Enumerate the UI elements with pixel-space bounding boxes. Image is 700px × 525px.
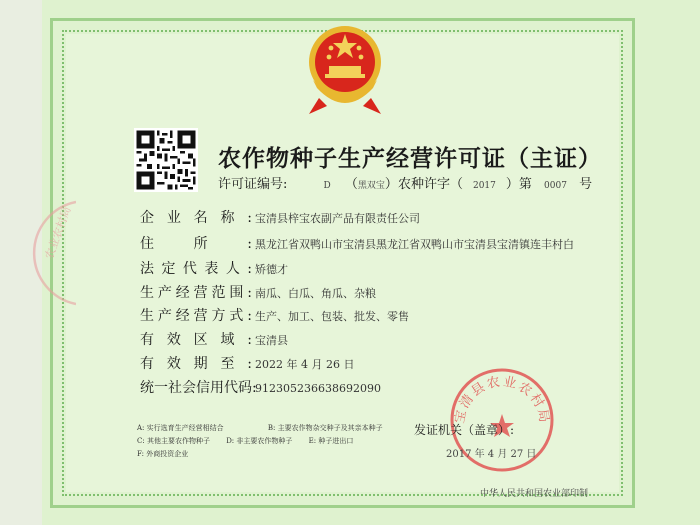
license-hao: 号 <box>579 177 593 192</box>
legend-row-2 <box>137 436 353 446</box>
field-label: 住所: <box>140 236 252 252</box>
license-year: 2017 <box>472 181 496 191</box>
certificate-title: 农作物种子生产经营许可证（主证） <box>218 145 602 172</box>
field-label: 有效区域: <box>140 332 252 348</box>
legend-row-3 <box>137 449 188 459</box>
issue-date: 2017 年 4 月 27 日 <box>446 449 537 460</box>
field-label: 生产经营方式: <box>140 308 252 324</box>
field-value: 宝清县梓宝农副产品有限责任公司 <box>255 212 420 225</box>
field-label: 生产经营范围: <box>140 285 252 301</box>
legend-item-e: E: 种子进出口 <box>308 437 354 445</box>
field-value: 南瓜、白瓜、角瓜、杂粮 <box>255 287 376 300</box>
field-label: 企业名称: <box>140 210 252 226</box>
license-label: 许可证编号: <box>218 177 288 192</box>
field-business-scope <box>140 282 376 302</box>
license-di: 第 <box>518 177 532 192</box>
license-number-line: 许可证编号: D （黑双宝）农种许字（ 2017 ）第 0007 号 <box>218 177 593 192</box>
issuing-authority-label: 发证机关（盖章）: <box>414 423 515 437</box>
qr-code <box>134 128 198 192</box>
field-value: 生产、加工、包装、批发、零售 <box>255 310 409 323</box>
field-label: 统一社会信用代码: <box>140 380 257 396</box>
left-stamp-partial <box>6 198 76 308</box>
svg-text:农业农村局: 农业农村局 <box>42 204 74 262</box>
national-emblem <box>305 22 385 117</box>
field-value: 宝清县 <box>255 334 288 347</box>
field-legal-representative <box>140 258 288 278</box>
field-address <box>140 233 574 253</box>
field-label: 法定代表人: <box>140 261 252 277</box>
field-credit-code <box>140 377 381 397</box>
seal-text: 宝清县农业农村局 <box>452 374 552 426</box>
printer-credit: 中华人民共和国农业部印制 <box>480 489 589 499</box>
field-company-name <box>140 207 420 227</box>
field-value: 912305236638692090 <box>255 382 381 395</box>
legend-item-c: C: 其他主要农作物种子 <box>137 437 210 445</box>
license-type: 农种许字 <box>397 177 450 192</box>
field-value: 矫德才 <box>255 263 288 276</box>
field-value: 2022 年 4 月 26 日 <box>255 358 355 371</box>
license-prefix: D <box>323 181 331 191</box>
legend-item-d: D: 非主要农作物种子 <box>226 437 293 445</box>
legend-item-b: B: 主要农作物杂交种子及其亲本种子 <box>267 424 383 432</box>
field-label: 有效期至: <box>140 356 252 372</box>
field-valid-region <box>140 329 288 349</box>
field-business-mode <box>140 305 409 325</box>
legend-item-f: F: 外商投资企业 <box>137 450 189 458</box>
field-value: 黑龙江省双鸭山市宝清县黑龙江省双鸭山市宝清县宝清镇连丰村白 <box>255 238 574 251</box>
field-valid-until <box>140 353 354 373</box>
legend-row-1 <box>137 423 383 433</box>
license-region: 黑双宝 <box>357 181 385 191</box>
license-number: 0007 <box>544 181 567 191</box>
legend-item-a: A: 实行选育生产经营相结合 <box>137 424 224 432</box>
